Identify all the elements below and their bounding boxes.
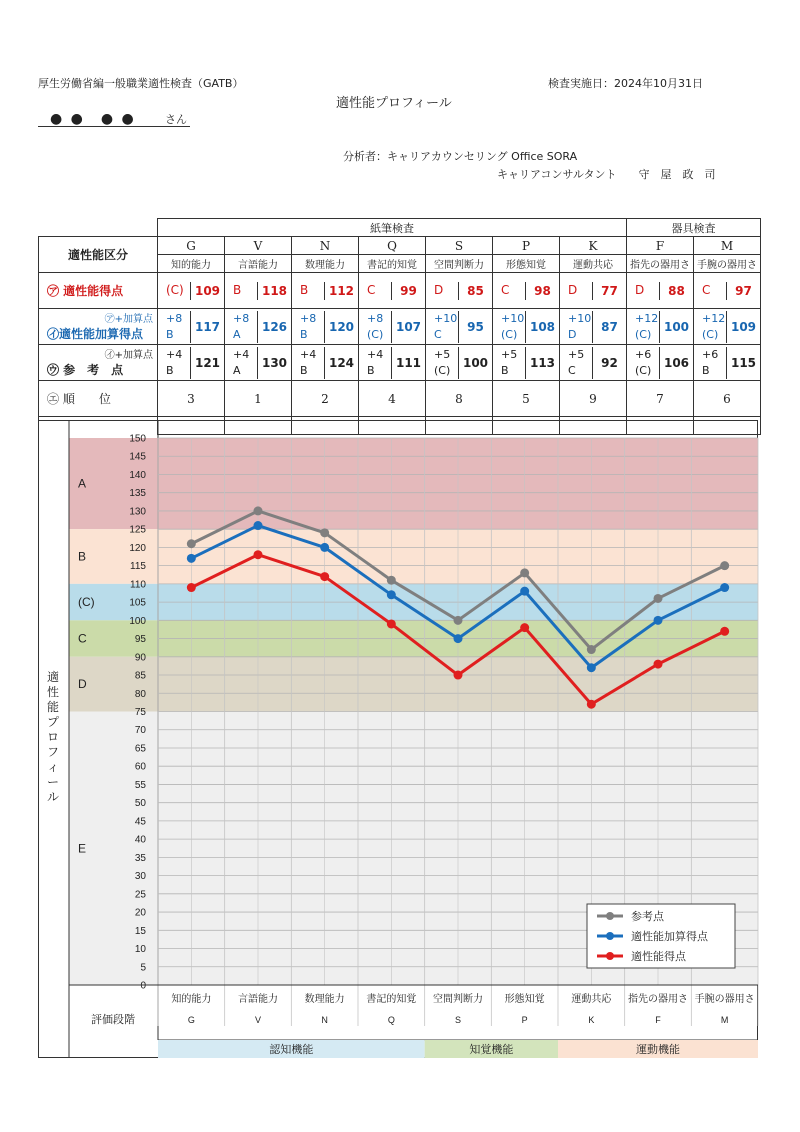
legend-marker <box>606 952 614 960</box>
column-name: 言語能力 <box>225 255 292 273</box>
row-label-aptitude-score: ㋐ 適性能得点 <box>39 273 158 309</box>
column-code: F <box>627 237 694 255</box>
column-name: 空間判断力 <box>426 255 493 273</box>
series-point <box>320 572 329 581</box>
y-tick-label: 45 <box>134 816 146 828</box>
y-tick-label: 10 <box>134 944 146 956</box>
reference-grade: B <box>501 363 509 377</box>
series-point <box>720 583 729 592</box>
examinee-name: ● ● ● ● <box>50 111 136 127</box>
column-name: 書記的知覚 <box>359 255 426 273</box>
x-tick-code: S <box>454 1015 462 1025</box>
added-grade: B <box>300 327 308 341</box>
added-points: +8 <box>300 311 317 325</box>
added-score: 126 <box>261 319 288 334</box>
reference-score: 130 <box>261 355 288 370</box>
x-tick-label: 手腕の器用さ <box>694 994 755 1005</box>
added-score: 109 <box>730 319 757 334</box>
series-point <box>387 619 396 628</box>
y-tick-label: 150 <box>129 433 146 445</box>
column-code: N <box>292 237 359 255</box>
series-point <box>520 623 529 632</box>
y-tick-label: 95 <box>134 634 146 646</box>
added-grade: D <box>568 327 577 341</box>
row-c-top-label: ㋑+加算点 <box>104 349 153 361</box>
y-tick-label: 5 <box>140 962 146 974</box>
series-point <box>187 554 196 563</box>
reference-score: 124 <box>328 355 355 370</box>
added-points: +8 <box>166 311 183 325</box>
series-point <box>720 627 729 636</box>
rank-cell: 4 <box>359 381 426 417</box>
band-label: D <box>78 677 87 692</box>
series-point <box>320 528 329 537</box>
y-tick-label: 40 <box>134 834 146 846</box>
series-point <box>320 543 329 552</box>
column-name: 運動共応 <box>560 255 627 273</box>
reference-added-points: +4 <box>300 347 317 361</box>
added-score: 120 <box>328 319 355 334</box>
series-point <box>387 576 396 585</box>
x-tick-code: K <box>588 1015 595 1025</box>
reference-grade: B <box>367 363 375 377</box>
reference-score: 113 <box>529 355 556 370</box>
y-tick-label: 100 <box>129 615 146 627</box>
added-points: +12 <box>635 311 659 325</box>
reference-added-points: +5 <box>568 347 585 361</box>
aptitude-score: 109 <box>194 283 221 298</box>
column-name: 知的能力 <box>158 255 225 273</box>
reference-added-points: +4 <box>367 347 384 361</box>
reference-score: 92 <box>601 355 618 370</box>
reference-score: 106 <box>663 355 690 370</box>
series-point <box>654 660 663 669</box>
series-point <box>587 645 596 654</box>
category-bar-label: 認知機能 <box>269 1044 314 1056</box>
column-name: 数理能力 <box>292 255 359 273</box>
series-point <box>254 521 263 530</box>
series-point <box>720 561 729 570</box>
x-tick-label: 言語能力 <box>238 994 278 1005</box>
legend-marker <box>606 912 614 920</box>
x-tick-label: 数理能力 <box>304 994 345 1005</box>
y-tick-label: 105 <box>129 597 146 609</box>
added-score: 108 <box>529 319 556 334</box>
added-points: +8 <box>367 311 384 325</box>
y-tick-label: 30 <box>134 871 146 883</box>
rank-cell: 3 <box>158 381 225 417</box>
y-tick-label: 15 <box>134 925 146 937</box>
y-tick-label: 25 <box>134 889 146 901</box>
y-tick-label: 65 <box>134 743 146 755</box>
row-label-rank: ㋓ 順 位 <box>39 381 158 417</box>
category-bar-label: 運動機能 <box>636 1044 680 1056</box>
added-points: +12 <box>702 311 726 325</box>
x-tick-label: 運動共応 <box>571 994 612 1005</box>
x-tick-code: P <box>521 1015 528 1025</box>
group-written: 紙筆検査 <box>158 219 627 237</box>
added-grade: (C) <box>501 327 518 341</box>
added-score: 117 <box>194 319 221 334</box>
x-tick-code: V <box>254 1015 262 1025</box>
column-name: 指先の器用さ <box>627 255 694 273</box>
aptitude-score: 97 <box>735 283 752 298</box>
y-tick-label: 140 <box>129 469 146 481</box>
series-point <box>454 616 463 625</box>
reference-grade: C <box>568 363 576 377</box>
column-code: K <box>560 237 627 255</box>
org-title: 厚生労働省編一般職業適性検査（GATB） <box>38 77 244 90</box>
reference-added-points: +5 <box>434 347 451 361</box>
column-code: S <box>426 237 493 255</box>
column-code: G <box>158 237 225 255</box>
y-tick-label: 0 <box>140 980 146 992</box>
added-score: 87 <box>601 319 618 334</box>
series-point <box>520 568 529 577</box>
y-tick-label: 60 <box>134 761 146 773</box>
aptitude-score: 77 <box>601 283 618 298</box>
reference-score: 115 <box>730 355 757 370</box>
added-grade: (C) <box>367 327 384 341</box>
x-tick-code: G <box>187 1015 195 1025</box>
document-title: 適性能プロフィール <box>336 96 452 111</box>
series-point <box>254 506 263 515</box>
reference-grade: B <box>702 363 710 377</box>
rank-cell: 5 <box>493 381 560 417</box>
y-tick-label: 145 <box>129 451 146 463</box>
x-tick-code: Q <box>387 1015 395 1025</box>
analyst: 分析者：キャリアカウンセリング Office SORA <box>343 150 578 163</box>
reference-score: 121 <box>194 355 221 370</box>
series-point <box>587 700 596 709</box>
eval-stage-label: 評価段階 <box>91 1014 135 1026</box>
series-point <box>187 539 196 548</box>
consultant: キャリアコンサルタント 守 屋 政 司 <box>497 168 716 181</box>
category-corner-label: 適性能区分 <box>39 237 158 273</box>
reference-grade: (C) <box>434 363 451 377</box>
series-point <box>454 671 463 680</box>
y-tick-label: 55 <box>134 779 146 791</box>
aptitude-score: 118 <box>261 283 288 298</box>
aptitude-grade: D <box>627 282 660 300</box>
legend-label: 適性能加算得点 <box>631 931 708 943</box>
aptitude-score: 98 <box>534 283 551 298</box>
x-tick-label: 指先の器用さ <box>628 994 688 1005</box>
series-point <box>454 634 463 643</box>
x-tick-label: 書記的知覚 <box>366 994 417 1005</box>
aptitude-score: 88 <box>668 283 685 298</box>
series-point <box>187 583 196 592</box>
y-tick-label: 70 <box>134 725 146 737</box>
aptitude-grade: B <box>292 282 325 300</box>
series-point <box>387 590 396 599</box>
y-tick-label: 135 <box>129 488 146 500</box>
added-grade: B <box>166 327 174 341</box>
series-point <box>654 594 663 603</box>
reference-grade: B <box>166 363 174 377</box>
category-bar-label: 知覚機能 <box>469 1044 514 1056</box>
rank-cell: 6 <box>694 381 761 417</box>
y-tick-label: 115 <box>130 561 146 573</box>
band-label: E <box>78 841 87 856</box>
series-point <box>587 663 596 672</box>
row-b-label: ㋑適性能加算得点 <box>47 326 144 341</box>
aptitude-score: 112 <box>328 283 355 298</box>
aptitude-grade: C <box>694 282 727 300</box>
group-apparatus: 器具検査 <box>627 219 761 237</box>
y-tick-label: 120 <box>129 542 146 554</box>
rank-cell: 7 <box>627 381 694 417</box>
reference-score: 111 <box>395 355 422 370</box>
x-tick-code: F <box>655 1015 661 1025</box>
aptitude-grade: D <box>560 282 593 300</box>
reference-added-points: +6 <box>702 347 719 361</box>
exam-date: 検査実施日：2024年10月31日 <box>548 77 703 90</box>
added-score: 100 <box>663 319 690 334</box>
column-code: P <box>493 237 560 255</box>
column-code: M <box>694 237 761 255</box>
column-name: 形態知覚 <box>493 255 560 273</box>
row-b-top-label: ㋐+加算点 <box>104 313 153 325</box>
band-label: A <box>78 476 87 491</box>
added-grade: C <box>434 327 442 341</box>
x-tick-label: 形態知覚 <box>504 994 545 1005</box>
reference-grade: A <box>233 363 241 377</box>
x-tick-label: 知的能力 <box>171 994 212 1005</box>
y-tick-label: 85 <box>134 670 146 682</box>
legend-label: 適性能得点 <box>631 951 686 963</box>
san-suffix: さん <box>165 113 187 126</box>
row-c-label: ㋒ 参 考 点 <box>47 362 124 377</box>
series-point <box>654 616 663 625</box>
y-tick-label: 20 <box>134 907 146 919</box>
y-tick-label: 50 <box>134 798 146 810</box>
added-grade: (C) <box>635 327 652 341</box>
x-tick-label: 空間判断力 <box>433 994 483 1005</box>
reference-added-points: +4 <box>166 347 183 361</box>
y-tick-label: 80 <box>134 688 146 700</box>
series-point <box>254 550 263 559</box>
legend-marker <box>606 932 614 940</box>
column-code: V <box>225 237 292 255</box>
band-label: B <box>78 549 87 564</box>
column-name: 手腕の器用さ <box>694 255 761 273</box>
aptitude-score: 85 <box>467 283 484 298</box>
rank-cell: 8 <box>426 381 493 417</box>
aptitude-grade: (C) <box>158 282 191 300</box>
reference-added-points: +5 <box>501 347 518 361</box>
rank-cell: 9 <box>560 381 627 417</box>
reference-grade: B <box>300 363 308 377</box>
series-point <box>520 587 529 596</box>
x-tick-code: M <box>720 1015 729 1025</box>
added-points: +8 <box>233 311 250 325</box>
aptitude-grade: C <box>493 282 526 300</box>
added-points: +10 <box>568 311 592 325</box>
reference-score: 100 <box>462 355 489 370</box>
added-points: +10 <box>501 311 525 325</box>
reference-grade: (C) <box>635 363 652 377</box>
aptitude-grade: B <box>225 282 258 300</box>
y-tick-label: 35 <box>134 852 146 864</box>
band-label: C <box>78 631 87 646</box>
added-grade: A <box>233 327 241 341</box>
aptitude-grade: C <box>359 282 392 300</box>
aptitude-score: 99 <box>400 283 417 298</box>
y-tick-label: 90 <box>134 652 146 664</box>
reference-added-points: +6 <box>635 347 652 361</box>
reference-added-points: +4 <box>233 347 250 361</box>
rank-cell: 2 <box>292 381 359 417</box>
added-score: 95 <box>467 319 484 334</box>
x-tick-code: N <box>321 1015 328 1025</box>
aptitude-grade: D <box>426 282 459 300</box>
added-score: 107 <box>395 319 422 334</box>
y-tick-label: 125 <box>129 524 146 536</box>
added-grade: (C) <box>702 327 719 341</box>
legend-label: 参考点 <box>631 911 664 923</box>
added-points: +10 <box>434 311 458 325</box>
column-code: Q <box>359 237 426 255</box>
y-tick-label: 75 <box>134 707 146 718</box>
profile-vertical-label: 適 性 能 プ ロ フ ィ ー ル <box>46 670 59 804</box>
y-tick-label: 110 <box>130 579 146 591</box>
band-label: (C) <box>78 595 95 610</box>
y-tick-label: 130 <box>129 506 146 518</box>
rank-cell: 1 <box>225 381 292 417</box>
